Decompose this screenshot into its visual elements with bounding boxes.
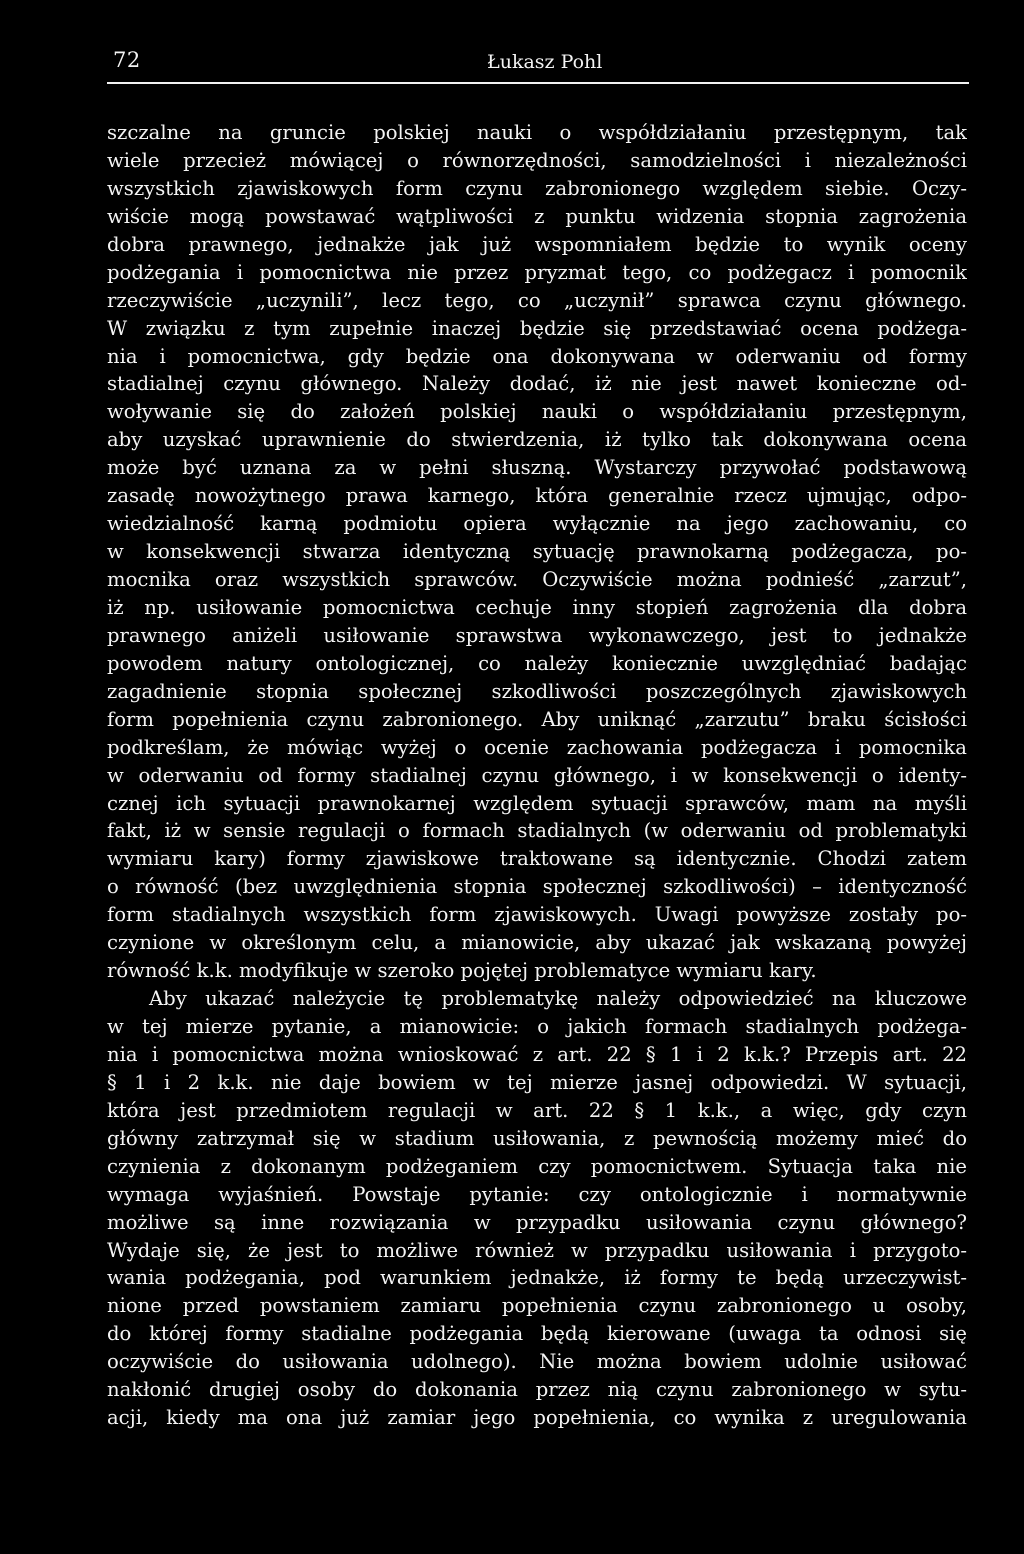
- text-line: mocnika oraz wszystkich sprawców. Oczywiście można podnieść „zarzut”,: [107, 568, 967, 591]
- text-line: stadialnej czynu głównego. Należy dodać, iż nie jest nawet konieczne od-: [107, 372, 967, 396]
- text-line: rzeczywiście „uczynili”, lecz tego, co „uczynił” sprawca czynu głównego.: [107, 288, 967, 312]
- text-line: zasadę nowożytnego prawa karnego, która generalnie rzecz ujmując, odpo-: [107, 484, 967, 508]
- page-header: [107, 46, 969, 84]
- text-line: Aby ukazać należycie tę problematykę należy odpowiedzieć na kluczowe: [149, 987, 967, 1011]
- text-line: o równość (bez uwzględnienia stopnia społecznej szkodliwości) – identyczność: [107, 875, 967, 899]
- text-line: wymiaru kary) formy zjawiskowe traktowane są identycznie. Chodzi zatem: [107, 847, 967, 871]
- text-line: wszystkich zjawiskowych form czynu zabronionego względem siebie. Oczy-: [107, 176, 967, 200]
- text-line: nione przed powstaniem zamiaru popełnienia czynu zabronionego u osoby,: [107, 1294, 967, 1318]
- text-line: podkreślam, że mówiąc wyżej o ocenie zachowania podżegacza i pomocnika: [107, 735, 967, 759]
- text-line: wiście mogą powstawać wątpliwości z punktu widzenia stopnia zagrożenia: [107, 204, 967, 228]
- text-line: zagadnienie stopnia społecznej szkodliwości poszczególnych zjawiskowych: [107, 679, 967, 703]
- text-line: prawnego aniżeli usiłowanie sprawstwa wykonawczego, jest to jednakże: [107, 623, 967, 647]
- text-line: dobra prawnego, jednakże jak już wspomniałem będzie to wynik oceny: [107, 232, 967, 256]
- text-line: wymaga wyjaśnień. Powstaje pytanie: czy ontologicznie i normatywnie: [107, 1182, 967, 1206]
- text-line: w oderwaniu od formy stadialnej czynu głównego, i w konsekwencji o identy-: [107, 763, 967, 787]
- text-line: nia i pomocnictwa można wnioskować z art. 22 § 1 i 2 k.k.? Przepis art. 22: [107, 1042, 967, 1066]
- text-line: nakłonić drugiej osoby do dokonania przez nią czynu zabronionego w sytu-: [107, 1378, 967, 1402]
- text-line: wiele przecież mówiącej o równorzędności, samodzielności i niezależności: [107, 148, 967, 172]
- text-line: szczalne na gruncie polskiej nauki o współdziałaniu przestępnym, tak: [107, 121, 967, 144]
- text-line: czynienia z dokonanym podżeganiem czy pomocnictwem. Sytuacja taka nie: [107, 1154, 967, 1178]
- text-line: do której formy stadialne podżegania będą kierowane (uwaga ta odnosi się: [107, 1322, 967, 1346]
- text-line: cznej ich sytuacji prawnokarnej względem sytuacji sprawców, mam na myśli: [107, 791, 967, 815]
- text-line: czynione w określonym celu, a mianowicie, aby ukazać jak wskazaną powyżej: [107, 931, 967, 955]
- text-line: podżegania i pomocnictwa nie przez pryzmat tego, co podżegacz i pomocnik: [107, 260, 967, 284]
- text-line: W związku z tym zupełnie inaczej będzie się przedstawiać ocena podżega-: [107, 316, 967, 340]
- text-line: główny zatrzymał się w stadium usiłowania, z pewnością możemy mieć do: [107, 1126, 967, 1150]
- text-line: możliwe są inne rozwiązania w przypadku usiłowania czynu głównego?: [107, 1210, 967, 1234]
- text-line: w tej mierze pytanie, a mianowicie: o jakich formach stadialnych podżega-: [107, 1015, 967, 1038]
- text-line: fakt, iż w sensie regulacji o formach stadialnych (w oderwaniu od problematyki: [107, 819, 967, 843]
- text-line: może być uznana za w pełni słuszną. Wystarczy przywołać podstawową: [107, 456, 967, 480]
- text-line: iż np. usiłowanie pomocnictwa cechuje inny stopień zagrożenia dla dobra: [107, 595, 967, 619]
- text-line: § 1 i 2 k.k. nie daje bowiem w tej mierze jasnej odpowiedzi. W sytuacji,: [107, 1070, 967, 1094]
- text-line: powodem natury ontologicznej, co należy koniecznie uwzględniać badając: [107, 651, 967, 675]
- text-line: form stadialnych wszystkich form zjawiskowych. Uwagi powyższe zostały po-: [107, 903, 967, 927]
- text-line: która jest przedmiotem regulacji w art. 22 § 1 k.k., a więc, gdy czyn: [107, 1098, 967, 1122]
- text-line: form popełnienia czynu zabronionego. Aby uniknąć „zarzutu” braku ścisłości: [107, 707, 967, 731]
- text-line: nia i pomocnictwa, gdy będzie ona dokonywana w oderwaniu od formy: [107, 344, 967, 368]
- text-line: równość k.k. modyfikuje w szeroko pojętej problematyce wymiaru kary.: [107, 959, 817, 983]
- text-line: oczywiście do usiłowania udolnego). Nie można bowiem udolnie usiłować: [107, 1350, 967, 1374]
- page-number: 72: [113, 48, 141, 72]
- text-line: w konsekwencji stwarza identyczną sytuację prawnokarną podżegacza, po-: [107, 540, 967, 564]
- text-line: Wydaje się, że jest to możliwe również w przypadku usiłowania i przygoto-: [107, 1238, 967, 1262]
- text-line: acji, kiedy ma ona już zamiar jego popełnienia, co wynika z uregulowania: [107, 1406, 967, 1430]
- text-line: wiedzialność karną podmiotu opiera wyłącznie na jego zachowaniu, co: [107, 512, 967, 536]
- text-line: aby uzyskać uprawnienie do stwierdzenia, iż tylko tak dokonywana ocena: [107, 428, 967, 452]
- text-line: woływanie się do założeń polskiej nauki o współdziałaniu przestępnym,: [107, 400, 967, 424]
- text-line: wania podżegania, pod warunkiem jednakże, iż formy te będą urzeczywist-: [107, 1266, 967, 1290]
- running-head-author: Łukasz Pohl: [487, 51, 603, 73]
- body-text: [107, 119, 967, 1432]
